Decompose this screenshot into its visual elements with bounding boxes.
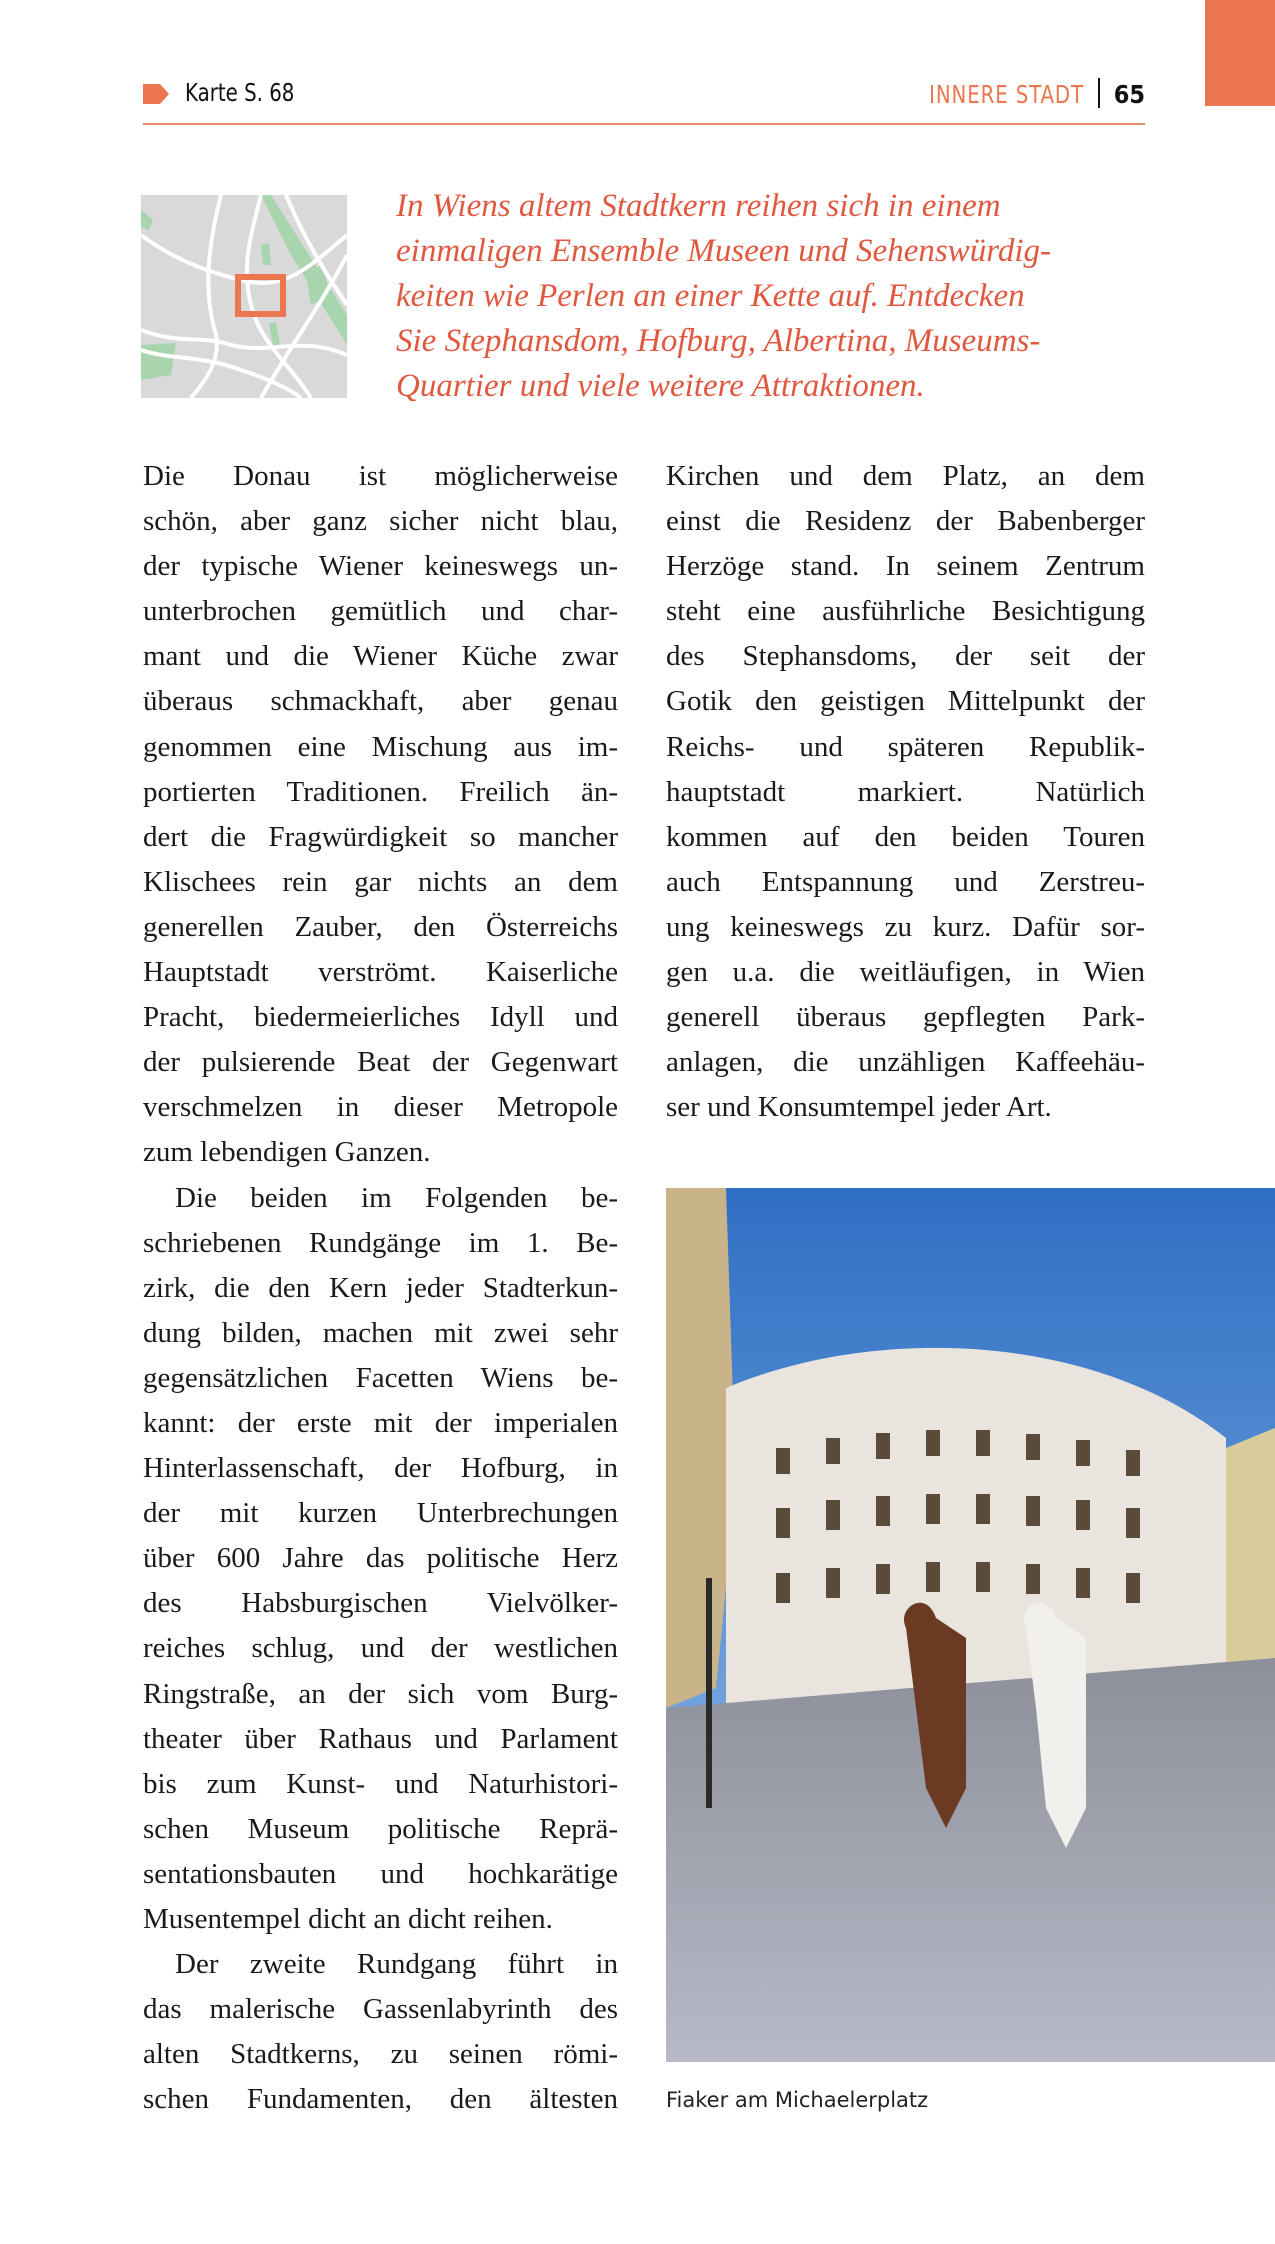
- body-line: mant und die Wiener Küche zwar: [143, 640, 618, 673]
- body-line: überaus schmackhaft, aber genau: [143, 685, 618, 718]
- page-edge-tab: [1205, 0, 1275, 106]
- body-line: hauptstadt markiert. Natürlich: [666, 775, 1145, 808]
- body-line: Klischees rein gar nichts an dem: [143, 865, 618, 898]
- body-line: der pulsierende Beat der Gegenwart: [143, 1046, 618, 1079]
- body-line: das malerische Gassenlabyrinth des: [143, 1993, 618, 2026]
- body-line: dung bilden, machen mit zwei sehr: [143, 1316, 618, 1349]
- body-line: Reichs- und späteren Republik-: [666, 730, 1145, 763]
- body-line: Kirchen und dem Platz, an dem: [666, 460, 1145, 492]
- body-line: schen Museum politische Reprä-: [143, 1812, 618, 1845]
- body-line: ung keineswegs zu kurz. Dafür sor-: [666, 910, 1145, 943]
- locator-map: [141, 195, 347, 398]
- intro-line: Quartier und viele weitere Attraktionen.: [396, 368, 925, 405]
- body-column-right: [666, 454, 1145, 1130]
- page-number: 65: [1113, 80, 1145, 109]
- body-line: kommen auf den beiden Touren: [666, 820, 1145, 853]
- header-rule: [143, 123, 1145, 125]
- body-line: Gotik den geistigen Mittelpunkt der: [666, 685, 1145, 718]
- body-line: theater über Rathaus und Parlament: [143, 1722, 618, 1755]
- body-line: einst die Residenz der Babenberger: [666, 505, 1145, 538]
- body-line: gegensätzlichen Facetten Wiens be-: [143, 1361, 618, 1394]
- body-line: schen Fundamenten, den ältesten: [143, 2083, 618, 2116]
- body-line: unterbrochen gemütlich und char-: [143, 595, 618, 628]
- body-line: über 600 Jahre das politische Herz: [143, 1542, 618, 1575]
- photo-caption: Fiaker am Michaelerplatz: [666, 2088, 929, 2112]
- intro-line: In Wiens altem Stadtkern reihen sich in einem: [396, 188, 1001, 224]
- body-line: auch Entspannung und Zerstreu-: [666, 865, 1145, 898]
- body-line: Hinterlassenschaft, der Hofburg, in: [143, 1452, 618, 1485]
- body-line: zum lebendigen Ganzen.: [143, 1136, 431, 1169]
- body-line: Herzöge stand. In seinem Zentrum: [666, 550, 1145, 583]
- map-reference: Karte S. 68: [185, 78, 295, 107]
- header-separator: [1098, 78, 1100, 108]
- body-line: dert die Fragwürdigkeit so mancher: [143, 820, 618, 853]
- body-line: steht eine ausführliche Besichtigung: [666, 595, 1145, 628]
- intro-text: [396, 184, 1156, 409]
- body-line: des Stephansdoms, der seit der: [666, 640, 1145, 673]
- body-line: kannt: der erste mit der imperialen: [143, 1406, 618, 1439]
- body-line: Der zweite Rundgang führt in: [175, 1948, 618, 1981]
- body-line: Die beiden im Folgenden be-: [175, 1181, 618, 1214]
- arrow-marker-icon: [143, 84, 169, 104]
- body-line: schön, aber ganz sicher nicht blau,: [143, 505, 618, 538]
- body-line: alten Stadtkerns, zu seinen römi-: [143, 2038, 618, 2071]
- body-line: portierten Traditionen. Freilich än-: [143, 775, 618, 808]
- body-line: generellen Zauber, den Österreichs: [143, 910, 618, 943]
- body-line: schriebenen Rundgänge im 1. Be-: [143, 1226, 618, 1259]
- running-header: [143, 76, 1145, 116]
- body-line: zirk, die den Kern jeder Stadterkun-: [143, 1271, 618, 1304]
- body-line: Ringstraße, an der sich vom Burg-: [143, 1677, 618, 1710]
- body-line: sentationsbauten und hochkarätige: [143, 1857, 618, 1890]
- intro-line: einmaligen Ensemble Museen und Sehenswürdig-: [396, 233, 1051, 270]
- body-line: Die Donau ist möglicherweise: [143, 460, 618, 492]
- body-line: bis zum Kunst- und Naturhistori-: [143, 1767, 618, 1800]
- body-line: Hauptstadt verströmt. Kaiserliche: [143, 956, 618, 989]
- body-line: Pracht, biedermeierliches Idyll und: [143, 1001, 618, 1034]
- intro-line: Sie Stephansdom, Hofburg, Albertina, Museums-: [396, 323, 1041, 360]
- intro-line: keiten wie Perlen an einer Kette auf. Entdecken: [396, 278, 1025, 315]
- body-line: gen u.a. die weitläufigen, in Wien: [666, 956, 1145, 989]
- body-column-left: [143, 454, 618, 2122]
- body-line: generell überaus gepflegten Park-: [666, 1001, 1145, 1034]
- photo-fiaker-michaelerplatz: [666, 1188, 1275, 2062]
- body-line: genommen eine Mischung aus im-: [143, 730, 618, 763]
- body-line: verschmelzen in dieser Metropole: [143, 1091, 618, 1124]
- body-line: der mit kurzen Unterbrechungen: [143, 1497, 618, 1530]
- body-line: ser und Konsumtempel jeder Art.: [666, 1091, 1052, 1124]
- section-title: INNERE STADT: [928, 80, 1084, 109]
- body-line: anlagen, die unzähligen Kaffeehäu-: [666, 1046, 1145, 1079]
- body-line: Musentempel dicht an dicht reihen.: [143, 1903, 553, 1935]
- body-line: reiches schlug, und der westlichen: [143, 1632, 618, 1665]
- body-line: des Habsburgischen Vielvölker-: [143, 1587, 618, 1620]
- body-line: der typische Wiener keineswegs un-: [143, 550, 618, 583]
